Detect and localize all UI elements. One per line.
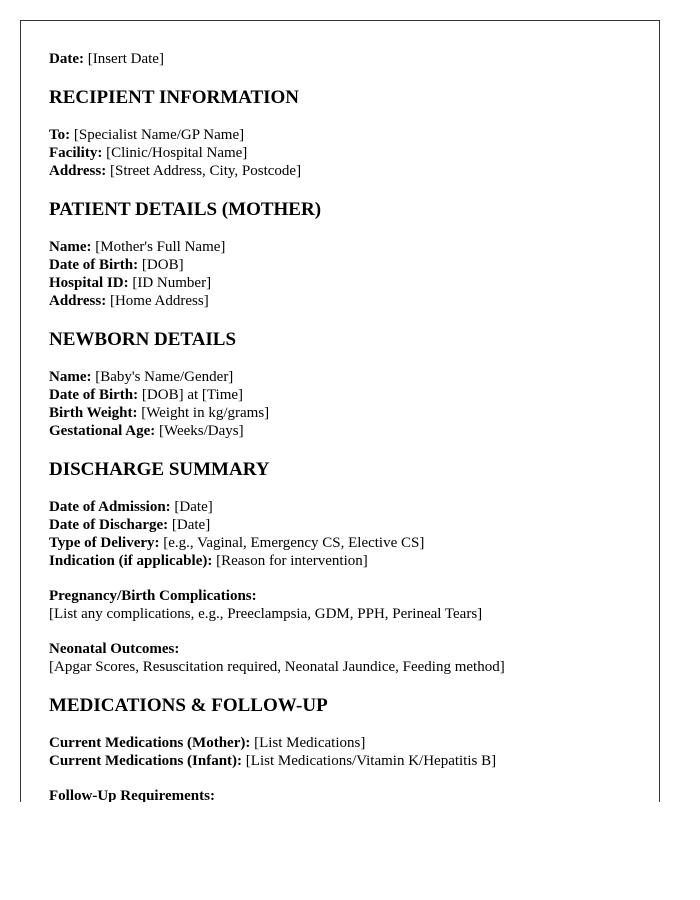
field-label: Hospital ID:: [49, 275, 129, 291]
field-label-line: [49, 787, 659, 802]
neonatal-outcomes-block: [49, 640, 659, 676]
field-label: Birth Weight:: [49, 405, 138, 421]
field-value: [Street Address, City, Postcode]: [109, 163, 302, 179]
field-label: Name:: [49, 369, 92, 385]
field-label: Date:: [49, 51, 84, 67]
field-label: Neonatal Outcomes:: [49, 641, 180, 657]
field-label: To:: [49, 127, 71, 143]
recipient-fields: [49, 126, 659, 180]
field-birth-weight: [49, 404, 659, 422]
field-value: [Date]: [171, 517, 211, 533]
field-label: Name:: [49, 239, 92, 255]
field-label: Date of Birth:: [49, 387, 139, 403]
section-heading-recipient: RECIPIENT INFORMATION: [49, 87, 300, 108]
field-hospital-id: [49, 274, 659, 292]
field-value: [DOB]: [141, 257, 184, 273]
field-label-line: [49, 587, 659, 605]
field-value: [Baby's Name/Gender]: [95, 369, 234, 385]
field-label: Current Medications (Mother):: [49, 735, 251, 751]
field-value: [ID Number]: [132, 275, 212, 291]
field-label: Pregnancy/Birth Complications:: [49, 588, 257, 604]
field-label: Facility:: [49, 145, 103, 161]
field-admission-date: [49, 498, 659, 516]
field-dob: [49, 256, 659, 274]
discharge-letter-document: [20, 20, 660, 802]
field-label-line: [49, 640, 659, 658]
field-value: [Date]: [174, 499, 213, 515]
newborn-fields: [49, 368, 659, 440]
followup-block: [49, 787, 659, 802]
field-label: Current Medications (Infant):: [49, 753, 243, 769]
section-heading-patient: PATIENT DETAILS (MOTHER): [49, 199, 322, 220]
field-label: Date of Birth:: [49, 257, 139, 273]
field-facility: [49, 144, 659, 162]
field-label: Type of Delivery:: [49, 535, 160, 551]
field-value: [Clinic/Hospital Name]: [106, 145, 248, 161]
field-label: Date of Admission:: [49, 499, 171, 515]
field-to: [49, 126, 659, 144]
field-value: [Reason for intervention]: [216, 553, 368, 569]
field-delivery-type: [49, 534, 659, 552]
field-address: [49, 292, 659, 310]
complications-block: [49, 587, 659, 623]
field-indication: [49, 552, 659, 570]
field-gestational-age: [49, 422, 659, 440]
field-dob: [49, 386, 659, 404]
field-label: Follow-Up Requirements:: [49, 788, 215, 802]
field-value: [List Medications/Vitamin K/Hepatitis B]: [245, 753, 497, 769]
field-value: [Home Address]: [109, 293, 209, 309]
date-line: [49, 50, 659, 68]
field-value: [Apgar Scores, Resuscitation required, Neonatal Jaundice, Feeding method]: [49, 659, 505, 675]
medications-fields: [49, 734, 659, 770]
field-label: Indication (if applicable):: [49, 553, 213, 569]
field-name: [49, 368, 659, 386]
field-label: Date of Discharge:: [49, 517, 169, 533]
field-value: [DOB] at [Time]: [141, 387, 244, 403]
section-heading-medications: MEDICATIONS & FOLLOW-UP: [49, 695, 328, 716]
field-label: Address:: [49, 293, 107, 309]
section-heading-discharge: DISCHARGE SUMMARY: [49, 459, 270, 480]
field-address: [49, 162, 659, 180]
field-value: [Weeks/Days]: [159, 423, 244, 439]
field-mother-medications: [49, 734, 659, 752]
section-heading-newborn: NEWBORN DETAILS: [49, 329, 237, 350]
field-label: Gestational Age:: [49, 423, 156, 439]
patient-fields: [49, 238, 659, 310]
field-value: [Insert Date]: [87, 51, 164, 67]
field-label: Address:: [49, 163, 107, 179]
field-value: [List Medications]: [254, 735, 366, 751]
field-value: [Mother's Full Name]: [95, 239, 226, 255]
discharge-fields: [49, 498, 659, 570]
field-value: [Specialist Name/GP Name]: [73, 127, 245, 143]
field-value: [List any complications, e.g., Preeclampsia, GDM, PPH, Perineal Tears]: [49, 606, 483, 622]
field-discharge-date: [49, 516, 659, 534]
field-value: [e.g., Vaginal, Emergency CS, Elective CS]: [163, 535, 425, 551]
field-name: [49, 238, 659, 256]
field-infant-medications: [49, 752, 659, 770]
field-value: [Weight in kg/grams]: [141, 405, 270, 421]
